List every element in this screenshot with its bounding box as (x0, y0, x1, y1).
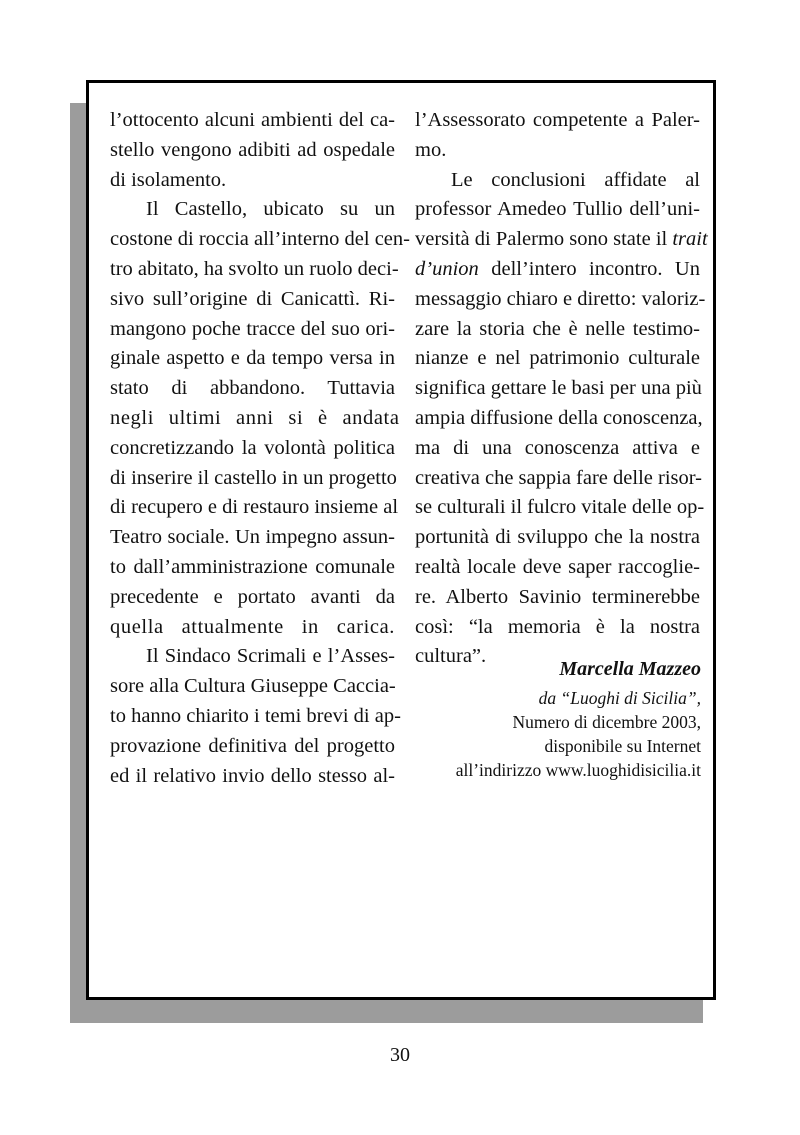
text-line: ampia diffusione della conoscenza, (415, 406, 703, 429)
text-line: di isolamento. (110, 168, 227, 191)
text-line: precedente e portato avanti da (110, 585, 395, 608)
text-line: realtà locale deve saper raccoglie- (415, 555, 700, 578)
text-line: costone di roccia all’interno del cen- (110, 228, 410, 251)
source-issue: Numero di dicembre 2003, (512, 712, 701, 732)
text-line: Le conclusioni affidate al (451, 168, 700, 191)
text-line: Il Sindaco Scrimali e l’Asses- (146, 645, 395, 668)
text-line: di recupero e di restauro insieme al (110, 496, 399, 519)
text-line: professor Amedeo Tullio dell’uni- (415, 198, 700, 221)
text-line (415, 225, 708, 255)
text-run: dell’intero incontro. Un (478, 257, 700, 280)
text-line: Teatro sociale. Un impegno assun- (110, 526, 395, 549)
page-number: 30 (390, 1044, 410, 1066)
text-line (415, 255, 700, 285)
text-line: quella attualmente in carica. (110, 615, 395, 638)
italic-term: trait (672, 228, 708, 251)
text-line: tro abitato, ha svolto un ruolo deci- (110, 257, 399, 280)
italic-term: d’union (415, 257, 479, 280)
text-line: ed il relativo invio dello stesso al- (110, 764, 395, 787)
text-line: sivo sull’origine di Canicattì. Ri- (110, 287, 395, 310)
text-line: zare la storia che è nelle testimo- (415, 317, 700, 340)
text-line: cultura”. (415, 645, 487, 668)
text-line: sore alla Cultura Giuseppe Caccia- (110, 675, 396, 698)
right-column (415, 106, 708, 672)
text-line: significa gettare le basi per una più (415, 377, 702, 400)
source-publication: da “Luoghi di Sicilia”, (538, 688, 701, 708)
text-line: negli ultimi anni si è andata (110, 406, 400, 429)
right-paragraph-2 (415, 166, 708, 673)
text-line: ma di una conoscenza attiva e (415, 436, 700, 459)
text-line: stato di abbandono. Tuttavia (110, 377, 395, 400)
source-availability: disponibile su Internet (544, 736, 701, 756)
text-line: mangono poche tracce del suo ori- (110, 317, 395, 340)
left-paragraph-3 (110, 642, 401, 791)
text-run: versità di Palermo sono state il (415, 228, 673, 251)
text-line: mo. (415, 138, 447, 161)
text-line: portunità di sviluppo che la nostra (415, 526, 700, 549)
text-line: l’ottocento alcuni ambienti del ca- (110, 109, 395, 131)
text-line: Il Castello, ubicato su un (146, 198, 395, 221)
text-line: messaggio chiaro e diretto: valoriz- (415, 287, 706, 310)
text-line: to hanno chiarito i temi brevi di ap- (110, 704, 401, 727)
source-address: all’indirizzo www.luoghidisicilia.it (455, 760, 701, 780)
text-line: ginale aspetto e da tempo versa in (110, 347, 395, 370)
left-paragraph-1 (110, 106, 395, 195)
text-line: così: “la memoria è la nostra (415, 615, 700, 638)
text-line: provazione definitiva del progetto (110, 734, 395, 757)
article-author: Marcella Mazzeo (559, 658, 701, 680)
text-line: stello vengono adibiti ad ospedale (110, 138, 395, 161)
text-line: di inserire il castello in un progetto (110, 466, 397, 489)
text-line: concretizzando la volontà politica (110, 436, 395, 459)
text-line: nianze e nel patrimonio culturale (415, 347, 700, 370)
left-column (110, 106, 410, 791)
text-line: creativa che sappia fare delle risor- (415, 466, 702, 489)
right-paragraph-1 (415, 106, 700, 166)
text-line: re. Alberto Savinio terminerebbe (415, 585, 700, 608)
text-line: to dall’amministrazione comunale (110, 555, 395, 578)
left-paragraph-2 (110, 195, 410, 642)
text-line: se culturali il fulcro vitale delle op- (415, 496, 705, 519)
text-line: l’Assessorato competente a Paler- (415, 109, 700, 131)
